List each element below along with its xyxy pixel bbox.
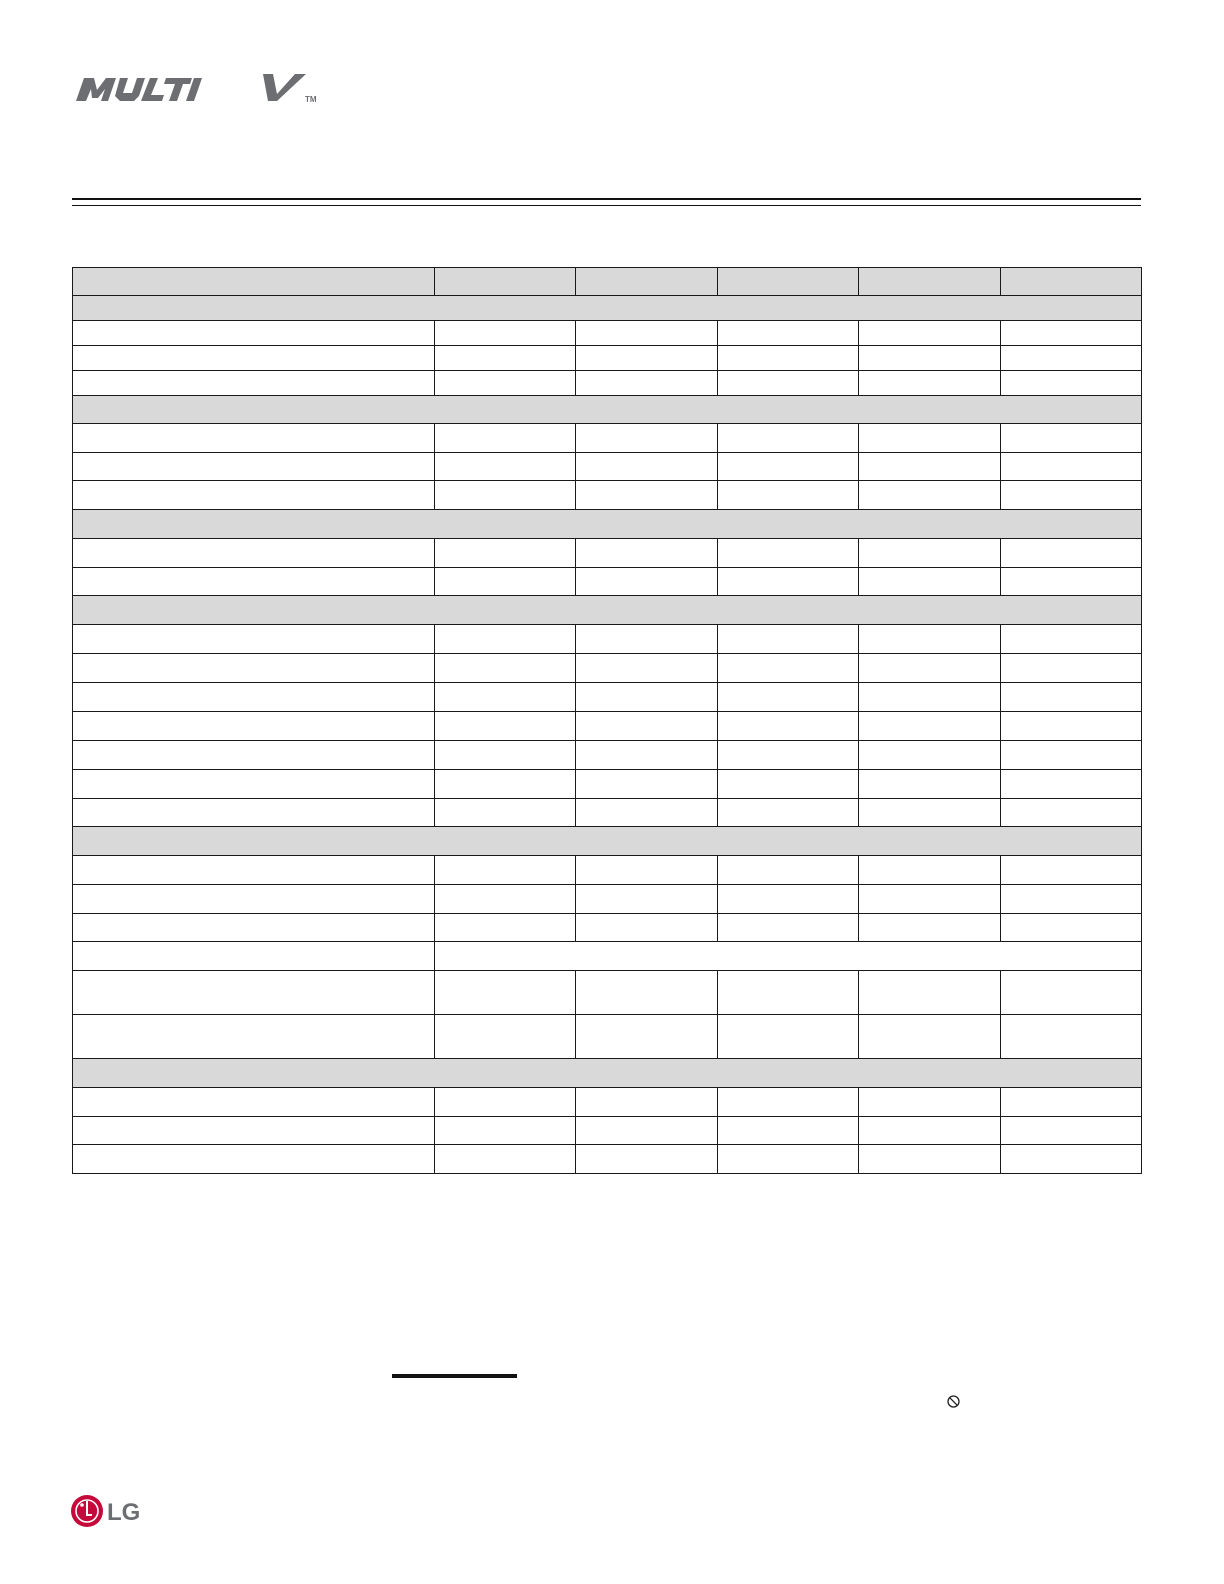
svg-text:TM: TM <box>305 95 317 104</box>
section-header-row <box>73 396 1142 424</box>
table-header-cell <box>859 268 1000 296</box>
table-row <box>73 856 1142 885</box>
table-header-cell <box>1000 268 1141 296</box>
multi-v-logo <box>70 70 322 104</box>
table-header-cell <box>73 268 435 296</box>
table-row <box>73 712 1142 741</box>
table-row <box>73 741 1142 770</box>
table-row <box>73 1145 1142 1174</box>
underline-mark <box>392 1374 517 1378</box>
section-header-row <box>73 596 1142 625</box>
table-row <box>73 453 1142 481</box>
table-row <box>73 424 1142 453</box>
table-row <box>73 539 1142 568</box>
table-row-merged <box>73 942 1142 971</box>
specification-table <box>72 267 1142 1174</box>
table-row <box>73 1117 1142 1145</box>
section-header-row <box>73 510 1142 539</box>
prohibit-icon <box>946 1394 961 1409</box>
table-row <box>73 885 1142 914</box>
table-row <box>73 1015 1142 1059</box>
table-header-cell <box>435 268 576 296</box>
table-row <box>73 568 1142 596</box>
table-row <box>73 914 1142 942</box>
table-row <box>73 799 1142 827</box>
section-header-row <box>73 1059 1142 1088</box>
section-header-row <box>73 827 1142 856</box>
header-rule <box>72 198 1141 200</box>
table-header-cell <box>717 268 858 296</box>
table-row <box>73 654 1142 683</box>
table-row <box>73 371 1142 396</box>
table-row <box>73 346 1142 371</box>
svg-text:LG: LG <box>107 1499 141 1526</box>
table-row <box>73 321 1142 346</box>
table-header-row <box>73 268 1142 296</box>
table-row <box>73 770 1142 799</box>
table-row <box>73 683 1142 712</box>
lg-logo <box>70 1493 144 1529</box>
header-rule-thin <box>72 205 1141 206</box>
table-row <box>73 1088 1142 1117</box>
table-row <box>73 481 1142 510</box>
section-header-row <box>73 296 1142 321</box>
table-row <box>73 625 1142 654</box>
table-row <box>73 971 1142 1015</box>
table-header-cell <box>576 268 717 296</box>
